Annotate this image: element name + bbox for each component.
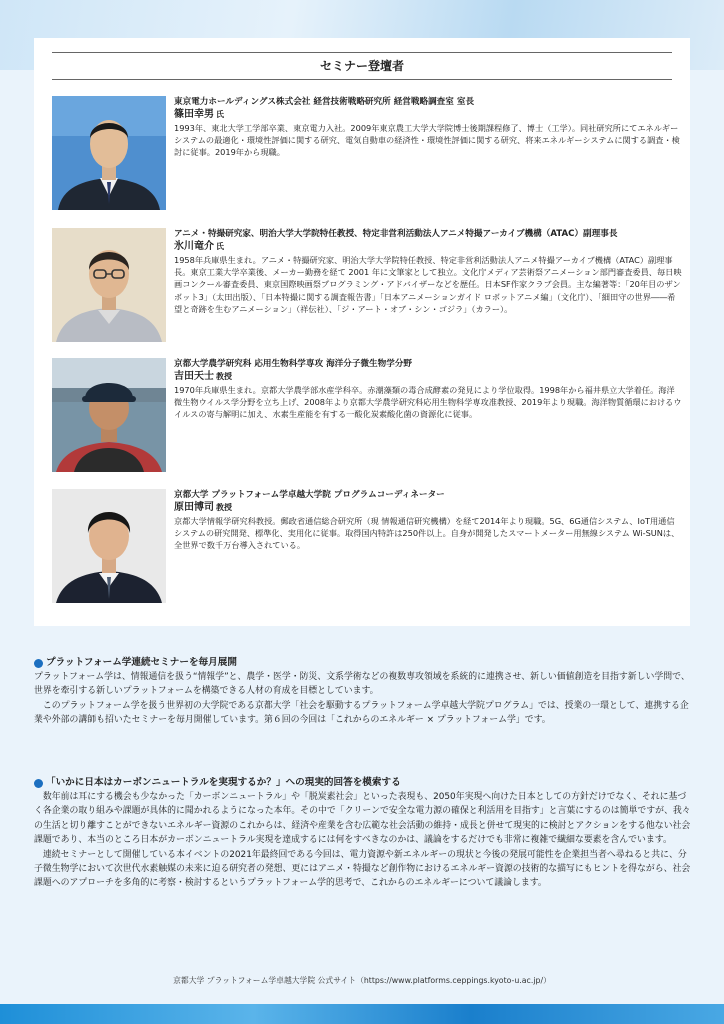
speaker-bio: 1993年、東北大学工学部卒業、東京電力入社。2009年東京農工大学大学院博士後期課程修了、博士（工学）。同社研究所にてエネルギーシステムの最適化・環境性評価に関する研究、電気自動車の経済性・環境性評価に関する研究、将来エネルギーシステムに関する調査・検討に従事。2019年から現職。 (174, 123, 680, 158)
speaker-name: 篠田幸男 (174, 109, 214, 120)
speaker-title-suffix: 教授 (216, 372, 232, 381)
speaker-affiliation: 京都大学 プラットフォーム学卓越大学院 プログラムコーディネーター (174, 490, 445, 500)
speaker-name: 吉田天士 (174, 371, 214, 382)
speaker-bio: 1970年兵庫県生まれ。京都大学農学部水産学科卒。赤潮藻類の毒合成酵素の発見により学位取得。1998年から福井県立大学着任。海洋微生物ウイルス学分野を立ち上げ、2008年より京都大学農学研究科応用生物科学専攻准教授、2019年より現職。海洋物質循環におけるウイルスの寄与解明に加え、水素生産能を有する一酸化炭素酸化菌の資源化に従事。 (174, 385, 682, 420)
section-heading: 「いかに日本はカーボンニュートラルを実現するか？」への現実的回答を模索する (46, 777, 401, 788)
speaker-bio: 1958年兵庫県生まれ。アニメ・特撮研究家、明治大学大学院特任教授、特定非営利活動法人アニメ特撮アーカイブ機構（ATAC）副理事長。東京工業大学卒業後、メーカー勤務を経て 2001 年に文筆家として独立。文化庁メディア芸術祭アニメーション部門審査委員、毎日映画コンクール審査委員、東京国際映画祭プログラミング・アドバイザーなどを歴任。日本SF作家クラブ会員。主な編著等：「20年目のザンボット3」（太田出版）、「日本特撮に関する調査報告書」「日本アニメーションガイド ロボットアニメ編」（文化庁）、「細田守の世界――希望と奇跡を生むアニメーション」（祥伝社）、「ジ・アート・オブ・シン・ゴジラ」（カラー）。 (174, 255, 682, 314)
speaker-bio: 京都大学情報学研究科教授。郵政省通信総合研究所（現 情報通信研究機構）を経て2014年より現職。5G、6G通信システム、IoT用通信システムの研究開発、標準化、実用化に従事。取得国内特許は250件以上。自身が開発したスマートメーター用無線システム Wi-SUNは、全世界で数千万台導入されている。 (174, 516, 680, 551)
speaker-photo (52, 228, 166, 342)
speaker-name: 氷川竜介 (174, 241, 214, 252)
bullet-icon (34, 659, 43, 668)
section-heading: プラットフォーム学連続セミナーを毎月展開 (46, 657, 237, 668)
speakers-panel (34, 38, 690, 626)
section-carbon-neutral (34, 776, 694, 891)
speaker-name: 原田博司 (174, 502, 214, 513)
speaker-affiliation: アニメ・特撮研究家、明治大学大学院特任教授、特定非営利活動法人アニメ特撮アーカイブ機構（ATAC）副理事長 (174, 229, 618, 239)
speaker-title-suffix: 氏 (216, 110, 224, 119)
speaker-photo (52, 489, 166, 603)
section-platform-seminar (34, 656, 694, 728)
speaker-title-suffix: 氏 (216, 242, 224, 251)
footer-site-link[interactable]: 京都大学 プラットフォーム学卓越大学院 公式サイト（https://www.platforms.ceppings.kyoto-u.ac.jp/） (173, 976, 551, 985)
speaker-affiliation: 京都大学農学研究科 応用生物科学専攻 海洋分子微生物学分野 (174, 359, 413, 369)
footer-band (0, 1004, 724, 1024)
speaker-title-suffix: 教授 (216, 503, 232, 512)
section-paragraph: 数年前は耳にする機会も少なかった「カーボンニュートラル」や「脱炭素社会」といった表現も、2050年実現へ向けた日本としての方針だけでなく、それに基づく各企業の取り組みや課題が具体的に聞かれるようになった本年。その中で「クリーンで安全な電力源の確保と利活用を目指す」と言葉にするのは簡単ですが、我々の生活と切り離すことができないエネルギー資源のこれからは、経済や産業を含む広範な社会活動の維持・成長と併せて現実的に検討とアクションをする他ない社会課題であり、本当のところ日本がカーボンニュートラル実現を達成するには何をすべきなのかは、議論をするだけでも非常に複雑で繊細な要素を含んでいます。 (34, 792, 691, 846)
panel-title: セミナー登壇者 (52, 52, 672, 80)
speaker-photo (52, 96, 166, 210)
section-paragraph: このプラットフォーム学を扱う世界初の大学院である京都大学「社会を駆動するプラットフォーム学卓越大学院プログラム」では、授業の一環として、連携する企業や外部の講師も招いたセミナーを毎月開催しています。第６回の今回は「これからのエネルギー × プラットフォーム学」です。 (34, 700, 689, 726)
section-paragraph: プラットフォーム学は、情報通信を扱う“情報学”と、農学・医学・防災、文系学術などの複数専攻領域を系統的に連携させ、新しい価値創造を目指す新しい学問で、世界を牽引する新しいプラットフォームを構築できる人材の育成を目標としています。 (34, 672, 690, 697)
section-paragraph: 連続セミナーとして開催している本イベントの2021年最終回である今回は、電力資源や新エネルギーの現状と今後の発展可能性を企業担当者へ尋ねると共に、分子微生物学において次世代水素触媒の未来に迫る研究者の発想、更にはアニメ・特撮など創作物におけるエネルギー資源の技術的な描写にもヒントを得ながら、社会課題へのアプローチを多角的に考察・検討するというプラットフォーム学的思考で、これからのエネルギーについて議論します。 (34, 849, 691, 889)
speaker-photo (52, 358, 166, 472)
speaker-affiliation: 東京電力ホールディングス株式会社 経営技術戦略研究所 経営戦略調査室 室長 (174, 97, 475, 107)
bullet-icon (34, 779, 43, 788)
